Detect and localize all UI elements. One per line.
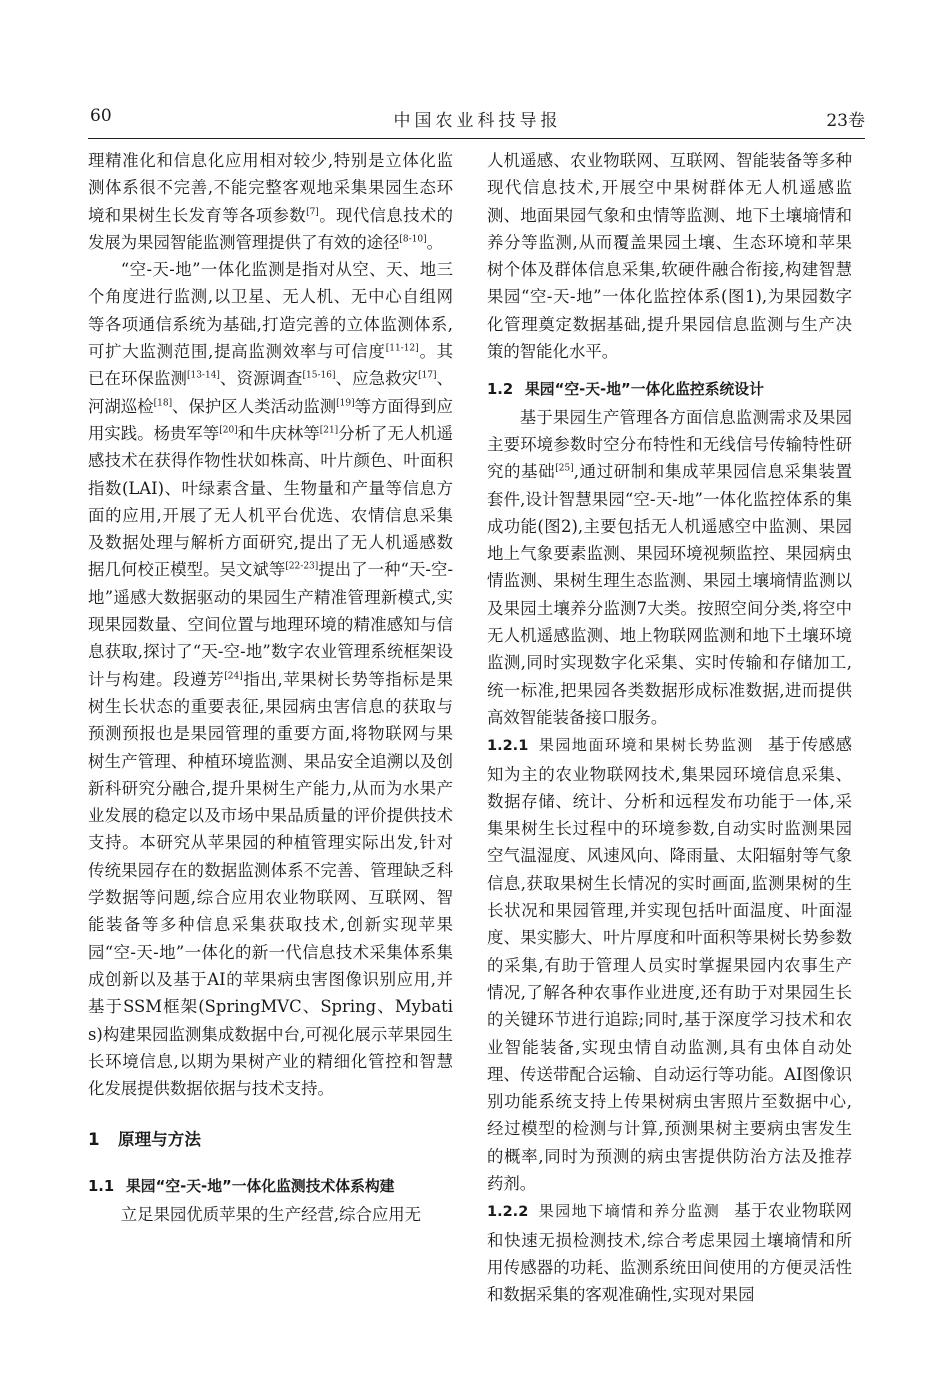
paragraph: 1.2.1 果园地面环境和果树长势监测 基于传感感知为主的农业物联网技术,集果园环境信息采集、数据存储、统计、分析和远程发布功能于一体,采集果树生长过程中的环境参数,自动实时监测果园空气温湿度、风速风向、降雨量、太阳辐射等气象信息,获取果树生长情况的实时画面,监测果树的生长状况和果园管理,并实现包括叶面温度、叶面湿度、果实膨大、叶片厚度和叶面积等果树长势参数的采集,有助于管理人员实时掌握果园内农事生产情况,了解各种农事作业进度,还有助于对果园生长的关键环节进行追踪;同时,基于深度学习技术和农业智能装备,实现虫情自动监测,具有虫体自动处理、传送带配合运输、自动运行等功能。AI图像识别功能系统支持上传果树病虫害照片至数据中心,经过模型的检测与计算,预测果树主要病虫害发生的概率,同时为预测的病虫害提供防治方法及推荐药剂。 <box>487 735 852 1193</box>
paragraph: 人机遥感、农业物联网、互联网、智能装备等多种现代信息技术,开展空中果树群体无人机遥感监测、地面果园气象和虫情等监测、地下土壤墒情和养分等监测,从而覆盖果园土壤、生态环境和苹果树个体及群体信息采集,软硬件融合衔接,构建智慧果园“空-天-地”一体化监控体系(图1),为果园数字化管理奠定数据基础,提升果园信息监测与生产决策的智能化水平。 <box>487 151 852 362</box>
volume-label: 23卷 <box>826 111 865 131</box>
citation[interactable]: [25] <box>555 463 574 474</box>
section-heading: 1 原理与方法 <box>88 1130 201 1150</box>
paragraph: 立足果园优质苹果的生产经营,综合应用无 <box>120 1204 422 1224</box>
header-rule <box>88 138 865 139</box>
left-column <box>88 147 453 1228</box>
citation[interactable]: [7] <box>306 207 319 218</box>
subsection-heading: 1.1 果园“空-天-地”一体化监测技术体系构建 <box>88 1178 395 1196</box>
page-number: 60 <box>90 106 112 126</box>
citation[interactable]: [11-12] <box>385 343 419 354</box>
paragraph: 理精准化和信息化应用相对较少,特别是立体化监测体系很不完善,不能完整客观地采集果园生态环境和果树生长发育等各项参数[7]。现代信息技术的发展为果园智能监测管理提供了有效的途径[8-10]。 <box>88 151 454 252</box>
right-column <box>487 147 852 1308</box>
subsubsection-title: 果园地下墒情和养分监测 <box>538 1202 721 1221</box>
citation[interactable]: [15-16] <box>302 370 336 381</box>
subsubsection-title: 果园地面环境和果树长势监测 <box>538 736 754 755</box>
paragraph: 基于果园生产管理各方面信息监测需求及果园主要环境参数时空分布特性和无线信号传输特性研究的基础[25],通过研制和集成苹果园信息采集装置套件,设计智慧果园“空-天-地”一体化监控体系的集成功能(图2),主要包括无人机遥感空中监测、果园地上气象要素监测、果园环境视频监控、果园病虫情监测、果树生理生态监测、果园土壤墒情监测以及果园土壤养分监测7大类。按照空间分类,将空中无人机遥感监测、地上物联网监测和地下土壤环境监测,同时实现数字化采集、实时传输和存储加工,统一标准,把果园各类数据形成标准数据,进而提供高效智能装备接口服务。 <box>487 407 852 727</box>
citation[interactable]: [17] <box>418 370 437 381</box>
paragraph: 1.2.2 果园地下墒情和养分监测 基于农业物联网和快速无损检测技术,综合考虑果园土壤墒情和所用传感器的功耗、监测系统田间使用的方便灵活性和数据采集的客观准确性,实现对果园 <box>487 1201 852 1305</box>
citation[interactable]: [24] <box>224 671 243 682</box>
subsection-heading: 1.2 果园“空-天-地”一体化监控系统设计 <box>487 381 764 399</box>
journal-name: 中国农业科技导报 <box>393 111 562 131</box>
running-header <box>90 106 865 134</box>
citation[interactable]: [18] <box>153 398 173 409</box>
subsubsection-number: 1.2.1 <box>487 738 529 755</box>
citation[interactable]: [19] <box>336 398 355 409</box>
citation[interactable]: [20] <box>219 425 238 436</box>
citation[interactable]: [13-14] <box>186 370 220 381</box>
paragraph: “空-天-地”一体化监测是指对从空、天、地三个角度进行监测,以卫星、无人机、无中心自组网等各项通信系统为基础,打造完善的立体监测体系,可扩大监测范围,提高监测效率与可信度[11-12]。其已在环保监测[13-14]、资源调查[15-16]、应急救灾[17]、河湖巡检[18]、保护区人类活动监测[19]等方面得到应用实践。杨贵军等[20]和牛庆林等[21]分析了无人机遥感技术在获得作物性状如株高、叶片颜色、叶面积指数(LAI)、叶绿素含量、生物量和产量等信息方面的应用,开展了无人机平台优选、农情信息采集及数据处理与解析方面研究,提出了无人机遥感数据几何校正模型。吴文斌等[22-23]提出了一种“天-空-地”遥感大数据驱动的果园生产精准管理新模式,实现果园数量、空间位置与地理环境的精准感知与信息获取,探讨了“天-空-地”数字农业管理系统框架设计与构建。段遵芳[24]指出,苹果树长势等指标是果树生长状态的重要表征,果园病虫害信息的获取与预测预报也是果园管理的重要方面,将物联网与果树生产管理、种植环境监测、果品安全追溯以及创新科研究分融合,提升果树生产能力,从而为水果产业发展的稳定以及市场中果品质量的评价提供技术支持。本研究从苹果园的种植管理实际出发,针对传统果园存在的数据监测体系不完善、管理缺乏科学数据等问题,综合应用农业物联网、互联网、智能装备等多种信息采集获取技术,创新实现苹果园“空-天-地”一体化的新一代信息技术采集体系集成创新以及基于AI的苹果病虫害图像识别应用,并基于SSM框架(SpringMVC、Spring、Mybatis)构建果园监测集成数据中台,可视化展示苹果园生长环境信息,以期为果树产业的精细化管控和智慧化发展提供数据依据与技术支持。 <box>88 260 454 1099</box>
citation[interactable]: [8-10] <box>399 234 427 245</box>
subsubsection-number: 1.2.2 <box>487 1204 529 1221</box>
citation[interactable]: [22-23] <box>285 561 319 572</box>
citation[interactable]: [21] <box>319 425 339 436</box>
